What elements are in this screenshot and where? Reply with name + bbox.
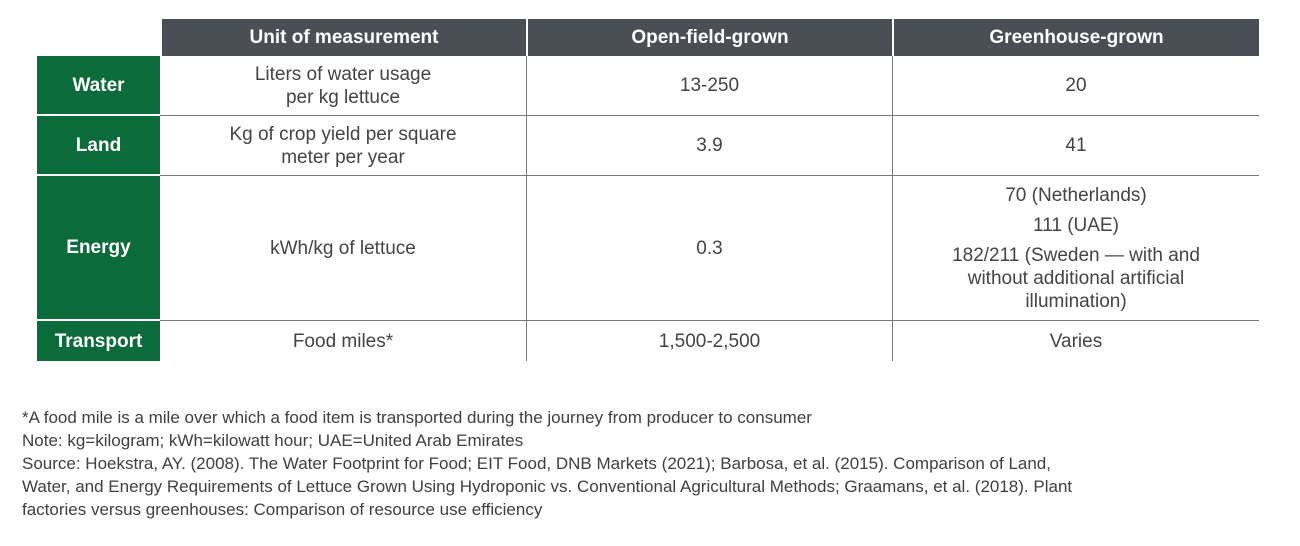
row-label-land: Land (37, 116, 160, 176)
header-unit: Unit of measurement (160, 19, 526, 56)
water-greenhouse: 20 (892, 56, 1259, 116)
header-greenhouse: Greenhouse-grown (892, 19, 1259, 56)
water-open: 13-250 (526, 56, 892, 116)
row-label-transport: Transport (37, 321, 160, 361)
row-label-water: Water (37, 56, 160, 116)
energy-greenhouse-netherlands: 70 (Netherlands) (1005, 184, 1147, 206)
abbreviation-note: Note: kg=kilogram; kWh=kilowatt hour; UAE=United Arab Emirates (22, 431, 524, 450)
energy-greenhouse-uae: 111 (UAE) (1033, 214, 1119, 236)
header-open-field: Open-field-grown (526, 19, 892, 56)
transport-greenhouse: Varies (892, 321, 1259, 361)
transport-open: 1,500-2,500 (526, 321, 892, 361)
transport-unit: Food miles* (292, 330, 394, 352)
energy-greenhouse-sweden: 182/211 (Sweden — with and without additional artificial illumination) (952, 244, 1200, 312)
land-unit (160, 116, 526, 176)
footnote: *A food mile is a mile over which a food item is transported during the journey from producer to consumer (22, 408, 812, 427)
row-label-energy: Energy (37, 176, 160, 321)
energy-greenhouse (892, 176, 1259, 321)
land-greenhouse: 41 (892, 116, 1259, 176)
table-notes (22, 406, 1282, 521)
water-unit (160, 56, 526, 116)
energy-unit: kWh/kg of lettuce (160, 176, 526, 321)
energy-open: 0.3 (526, 176, 892, 321)
source-note: Source: Hoekstra, AY. (2008). The Water Footprint for Food; EIT Food, DNB Markets (2021); Barbosa, et al. (2015). Comparison of Land, Water, and Energy Requirements of Lettuce Grown Using Hydroponic vs. Conventional Agricultural Methods; Graamans, et al. (2018). Plant factories versus greenhouses: Comparison of resource use efficiency (22, 454, 1073, 519)
water-unit-text: Liters of water usage per kg lettuce (254, 63, 432, 108)
table-corner (37, 19, 160, 56)
comparison-table (37, 19, 1259, 361)
land-unit-text: Kg of crop yield per square meter per year (229, 123, 457, 168)
land-open: 3.9 (526, 116, 892, 176)
